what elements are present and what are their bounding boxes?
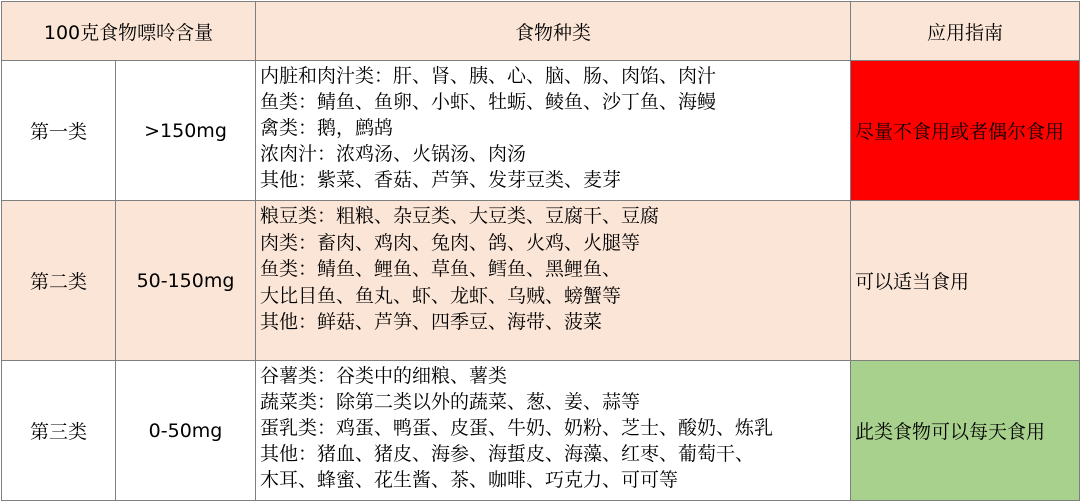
food-line: 蔬菜类：除第二类以外的蔬菜、葱、姜、蒜等 (260, 391, 641, 413)
food-line: 木耳、蜂蜜、花生酱、茶、咖啡、巧克力、可可等 (260, 469, 679, 491)
table-row (2, 61, 1080, 201)
food-line: 禽类：鹅，鹧鸪 (260, 117, 394, 139)
header-purine-content: 100克食物嘌呤含量 (2, 2, 256, 61)
header-usage-guide: 应用指南 (851, 2, 1080, 61)
food-line: 鱼类：鲭鱼、鲤鱼、草鱼、鳕鱼、黑鲤鱼、 (260, 258, 622, 280)
row-purine-amount: 0-50mg (116, 361, 256, 501)
row-food-list (256, 361, 851, 501)
row-food-list (256, 201, 851, 361)
row-food-list (256, 61, 851, 201)
food-line: 大比目鱼、鱼丸、虾、龙虾、乌贼、螃蟹等 (260, 284, 622, 307)
row-guide-daily: 此类食物可以每天食用 (851, 361, 1080, 501)
food-line: 粮豆类：粗粮、杂豆类、大豆类、豆腐干、豆腐 (260, 205, 660, 227)
row-purine-amount: >150mg (116, 61, 256, 201)
food-line: 其他：紫菜、香菇、芦笋、发芽豆类、麦芽 (260, 169, 622, 191)
food-line: 肉类：畜肉、鸡肉、兔肉、鸽、火鸡、火腿等 (260, 231, 641, 254)
food-line: 内脏和肉汁类：肝、肾、胰、心、脑、肠、肉馅、肉汁 (260, 65, 717, 87)
purine-content-table (1, 1, 1080, 501)
table-header-row (2, 2, 1080, 61)
table-row (2, 201, 1080, 361)
row-guide-moderate: 可以适当食用 (851, 201, 1080, 361)
row-purine-amount: 50-150mg (116, 201, 256, 361)
food-line: 其他：鲜菇、芦笋、四季豆、海带、菠菜 (260, 311, 603, 333)
row-guide-avoid: 尽量不食用或者偶尔食用 (851, 61, 1080, 201)
table-row (2, 361, 1080, 501)
food-line: 鱼类：鲭鱼、鱼卵、小虾、牡蛎、鲮鱼、沙丁鱼、海鳗 (260, 91, 717, 113)
food-line: 谷薯类：谷类中的细粮、薯类 (260, 365, 508, 387)
header-food-types: 食物种类 (256, 2, 851, 61)
food-line: 其他：猪血、猪皮、海参、海蜇皮、海藻、红枣、葡萄干、 (260, 443, 755, 465)
food-line: 蛋乳类：鸡蛋、鸭蛋、皮蛋、牛奶、奶粉、芝士、酸奶、炼乳 (260, 417, 774, 439)
row-category: 第二类 (2, 201, 116, 361)
row-category: 第三类 (2, 361, 116, 501)
row-category: 第一类 (2, 61, 116, 201)
food-line: 浓肉汁：浓鸡汤、火锅汤、肉汤 (260, 143, 527, 165)
